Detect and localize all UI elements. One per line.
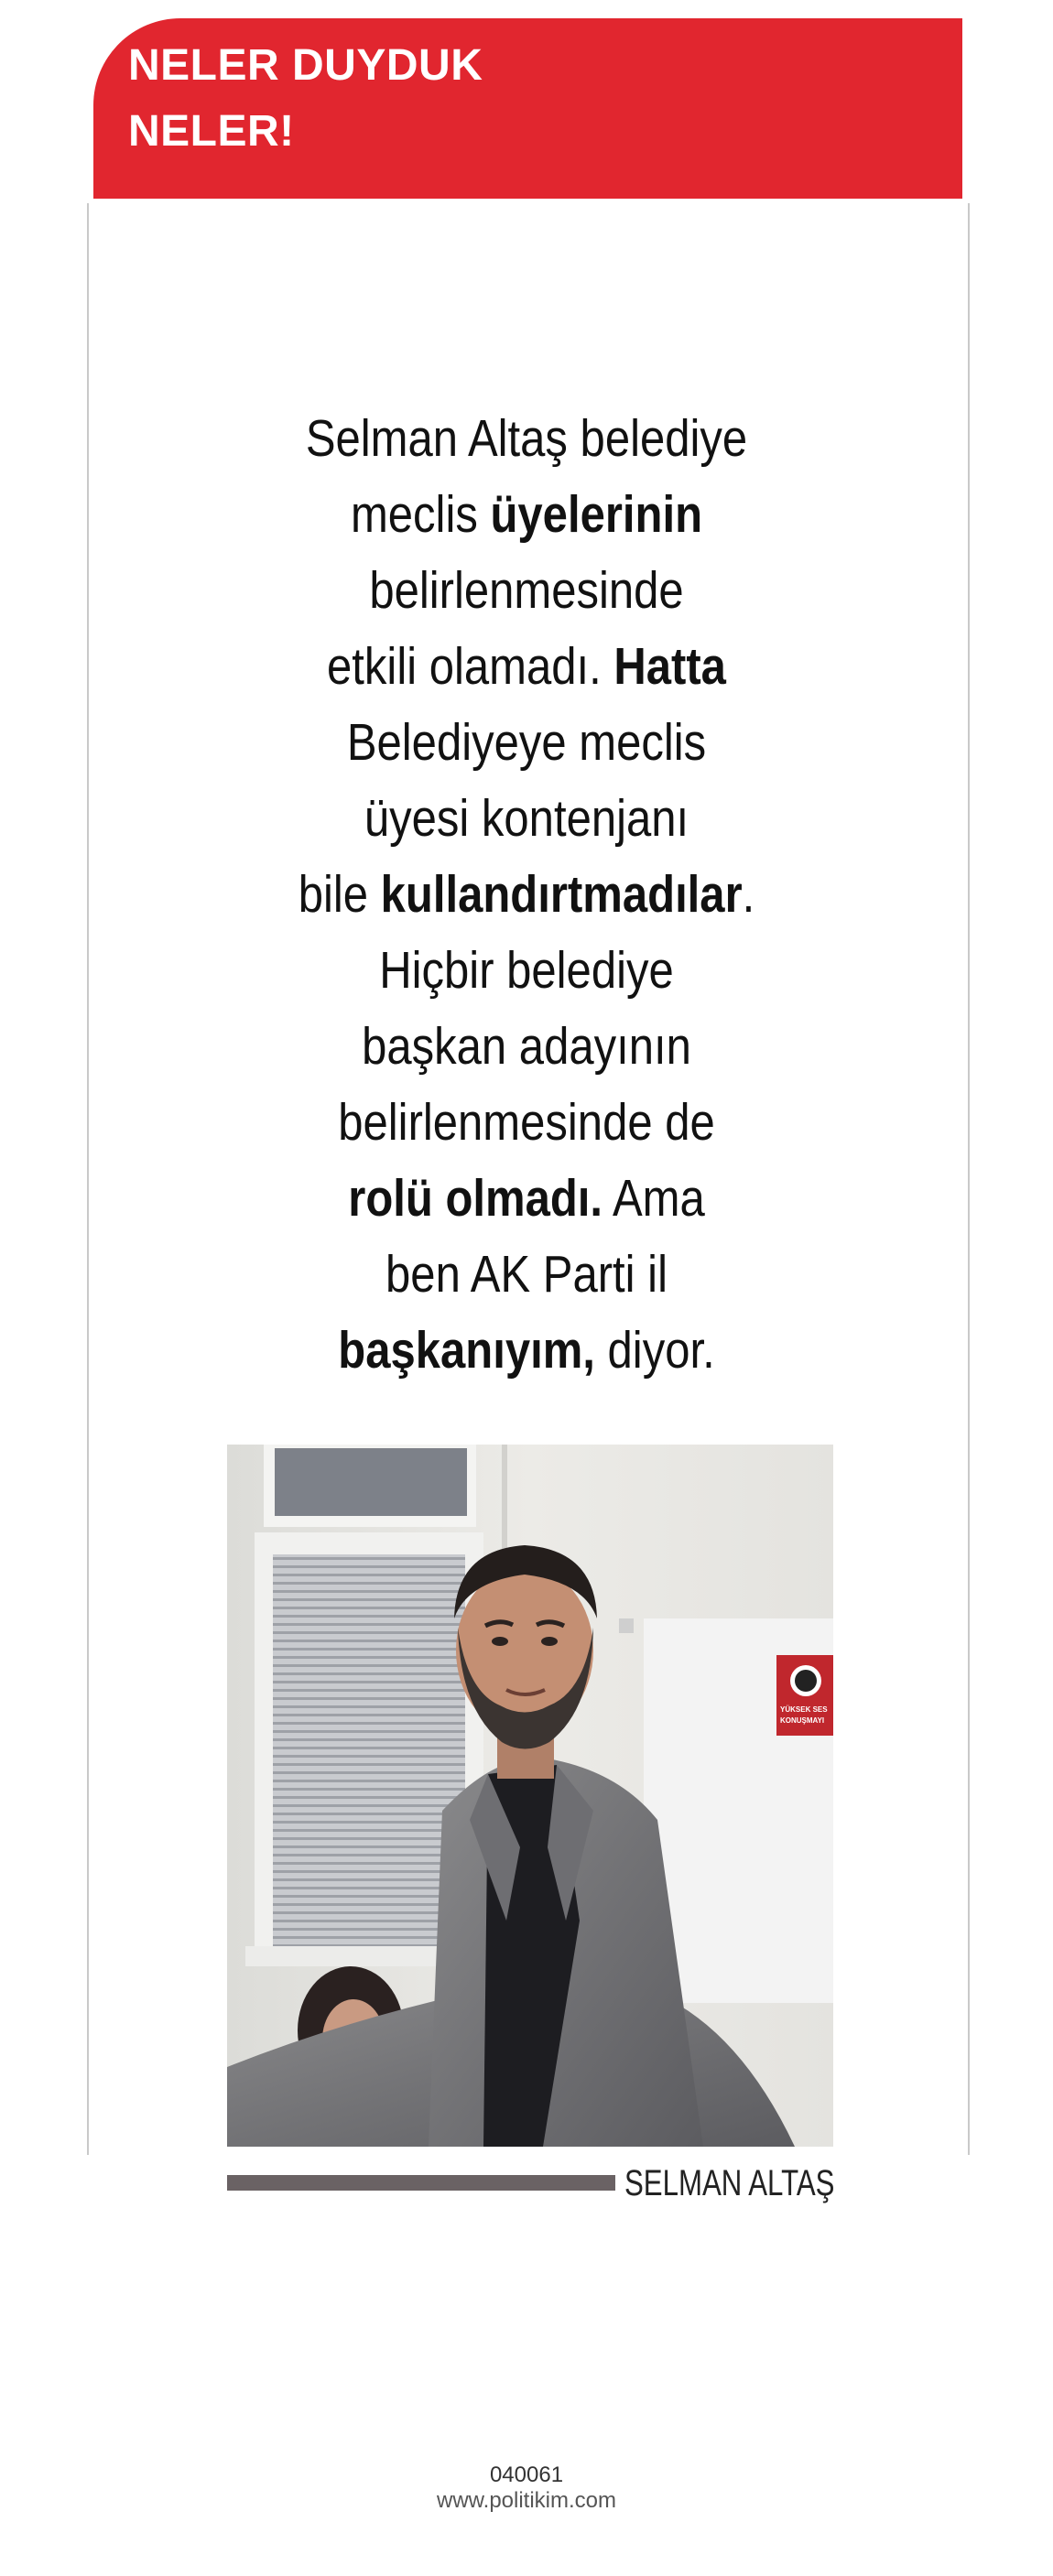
quote-emphasis: Hatta <box>613 637 726 696</box>
caption-bar <box>227 2175 615 2191</box>
quote-segment: Ama <box>602 1169 705 1228</box>
quote-line <box>208 1237 846 1313</box>
quote-segment: Selman Altaş belediye <box>305 409 748 468</box>
quote-line <box>208 477 846 553</box>
quote-emphasis: rolü olmadı. <box>348 1169 603 1228</box>
quote-emphasis: üyelerinin <box>490 485 703 544</box>
header-title-line-1: NELER DUYDUK <box>128 41 483 90</box>
quote-segment: belirlenmesinde de <box>338 1093 715 1152</box>
quote-line <box>208 629 846 705</box>
sign-symbol-inner <box>795 1670 817 1692</box>
frame-right-rule <box>968 203 970 2155</box>
sign-text-line-1: YÜKSEK SES <box>780 1705 828 1714</box>
quote-segment: Hiçbir belediye <box>379 941 674 1000</box>
quote-emphasis: başkanıyım, <box>338 1321 595 1380</box>
quote-line <box>208 553 846 629</box>
header-title <box>128 33 483 165</box>
quote-emphasis: kullandırtmadılar <box>380 865 743 924</box>
portrait-illustration <box>227 1445 833 2147</box>
quote-segment: etkili olamadı. <box>327 637 614 696</box>
footer-url: www.politikim.com <box>436 2488 617 2513</box>
quote-segment: Belediyeye meclis <box>346 713 707 772</box>
quote-line <box>208 1085 846 1161</box>
sign-text-line-2: KONUŞMAYI <box>780 1716 825 1725</box>
quote-segment: meclis <box>350 485 491 544</box>
quote-segment: ben AK Parti il <box>385 1245 668 1304</box>
header-title-line-2: NELER! <box>128 107 295 156</box>
portrait-photo <box>227 1445 833 2147</box>
quote-line <box>208 933 846 1009</box>
quote-line <box>208 1009 846 1085</box>
quote-line <box>208 1313 846 1389</box>
photo-caption: SELMAN ALTAŞ <box>624 2163 835 2203</box>
window-top-glass <box>275 1448 467 1516</box>
quote-segment: belirlenmesinde <box>369 561 684 620</box>
quote-line <box>208 1161 846 1237</box>
quote-line <box>208 857 846 933</box>
window-blinds <box>273 1554 465 1957</box>
quote-segment: üyesi kontenjanı <box>364 789 689 848</box>
left-eye <box>492 1637 508 1646</box>
quote-segment: diyor. <box>594 1321 715 1380</box>
wall-socket <box>619 1618 634 1633</box>
quote-line <box>208 705 846 781</box>
frame-left-rule <box>87 203 89 2155</box>
quote-segment: bile <box>298 865 381 924</box>
quote-segment: . <box>742 865 755 924</box>
quote-line <box>208 781 846 857</box>
quote-line <box>208 401 846 477</box>
quote-segment: başkan adayının <box>362 1017 691 1076</box>
right-eye <box>541 1637 558 1646</box>
quote-text <box>208 401 846 1389</box>
footer-code: 040061 <box>489 2462 564 2487</box>
